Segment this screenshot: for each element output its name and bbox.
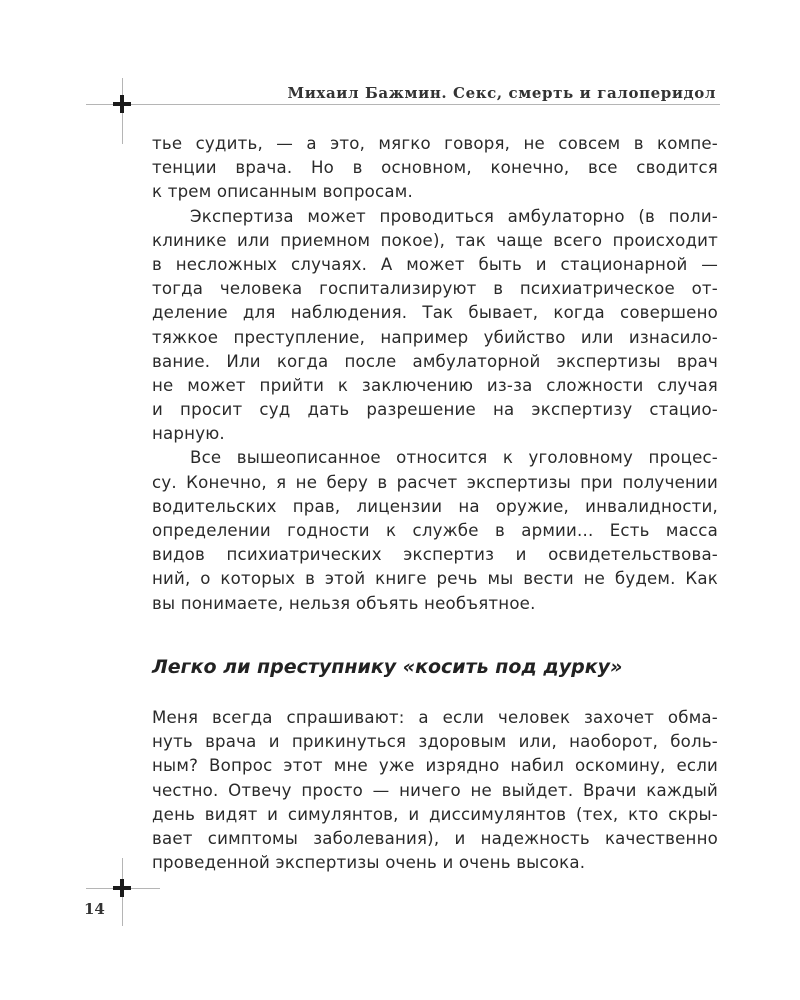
section-text: [152, 706, 718, 875]
text-line: тяжкое преступление, например убийство или изнасило-: [152, 327, 718, 347]
text-line: деление для наблюдения. Так бывает, когда совершено: [152, 303, 718, 323]
text-line: в несложных случаях. А может быть и стационарной —: [152, 254, 718, 274]
body-text: [152, 132, 718, 616]
text-line: Все вышеописанное относится к уголовному процес-: [190, 448, 718, 468]
text-line: не может прийти к заключению из-за сложности случая: [152, 375, 718, 395]
text-line: вы понимаете, нельзя объять необъятное.: [152, 593, 536, 613]
registration-mark-bottom-icon: [113, 879, 131, 897]
text-line: нарную.: [152, 424, 225, 444]
text-line: проведенной экспертизы очень и очень высока.: [152, 853, 586, 873]
text-line: водительских прав, лицензии на оружие, инвалидности,: [152, 496, 718, 516]
text-line: тогда человека госпитализируют в психиатрическое от-: [152, 279, 718, 299]
text-line: и просит суд дать разрешение на экспертизу стацио-: [152, 400, 718, 420]
text-line: ным? Вопрос этот мне уже изрядно набил оскомину, если: [152, 756, 718, 776]
header-rule: [122, 104, 720, 105]
running-title: Михаил Бажмин. Секс, смерть и галоперидол: [287, 84, 716, 102]
text-line: ний, о которых в этой книге речь мы вести не будем. Как: [152, 569, 718, 589]
text-line: честно. Отвечу просто — ничего не выйдет. Врачи каждый: [152, 780, 718, 800]
text-line: день видят и симулянтов, и диссимулянтов (тех, кто скры-: [152, 804, 718, 824]
section-heading: Легко ли преступнику «косить под дурку»: [152, 656, 623, 678]
text-line: к трем описанным вопросам.: [152, 182, 413, 202]
text-line: определении годности к службе в армии... Есть масса: [152, 521, 718, 540]
text-line: тенции врача. Но в основном, конечно, все сводится: [152, 158, 718, 178]
text-line: вание. Или когда после амбулаторной экспертизы врач: [152, 351, 718, 371]
text-line: Экспертиза может проводиться амбулаторно (в поли-: [190, 206, 718, 226]
text-line: вает симптомы заболевания), и надежность качественно: [152, 828, 718, 848]
registration-mark-top-icon: [113, 95, 131, 113]
text-line: су. Конечно, я не беру в расчет экспертизы при получении: [152, 472, 718, 492]
text-line: видов психиатрических экспертиз и освидетельствова-: [152, 545, 718, 565]
text-line: нуть врача и прикинуться здоровым или, наоборот, боль-: [152, 732, 718, 752]
text-line: тье судить, — а это, мягко говоря, не совсем в компе-: [152, 134, 718, 153]
text-line: Меня всегда спрашивают: а если человек захочет обма-: [152, 708, 718, 727]
page-number: 14: [84, 900, 105, 918]
text-line: клинике или приемном покое), так чаще всего происходит: [152, 230, 718, 250]
